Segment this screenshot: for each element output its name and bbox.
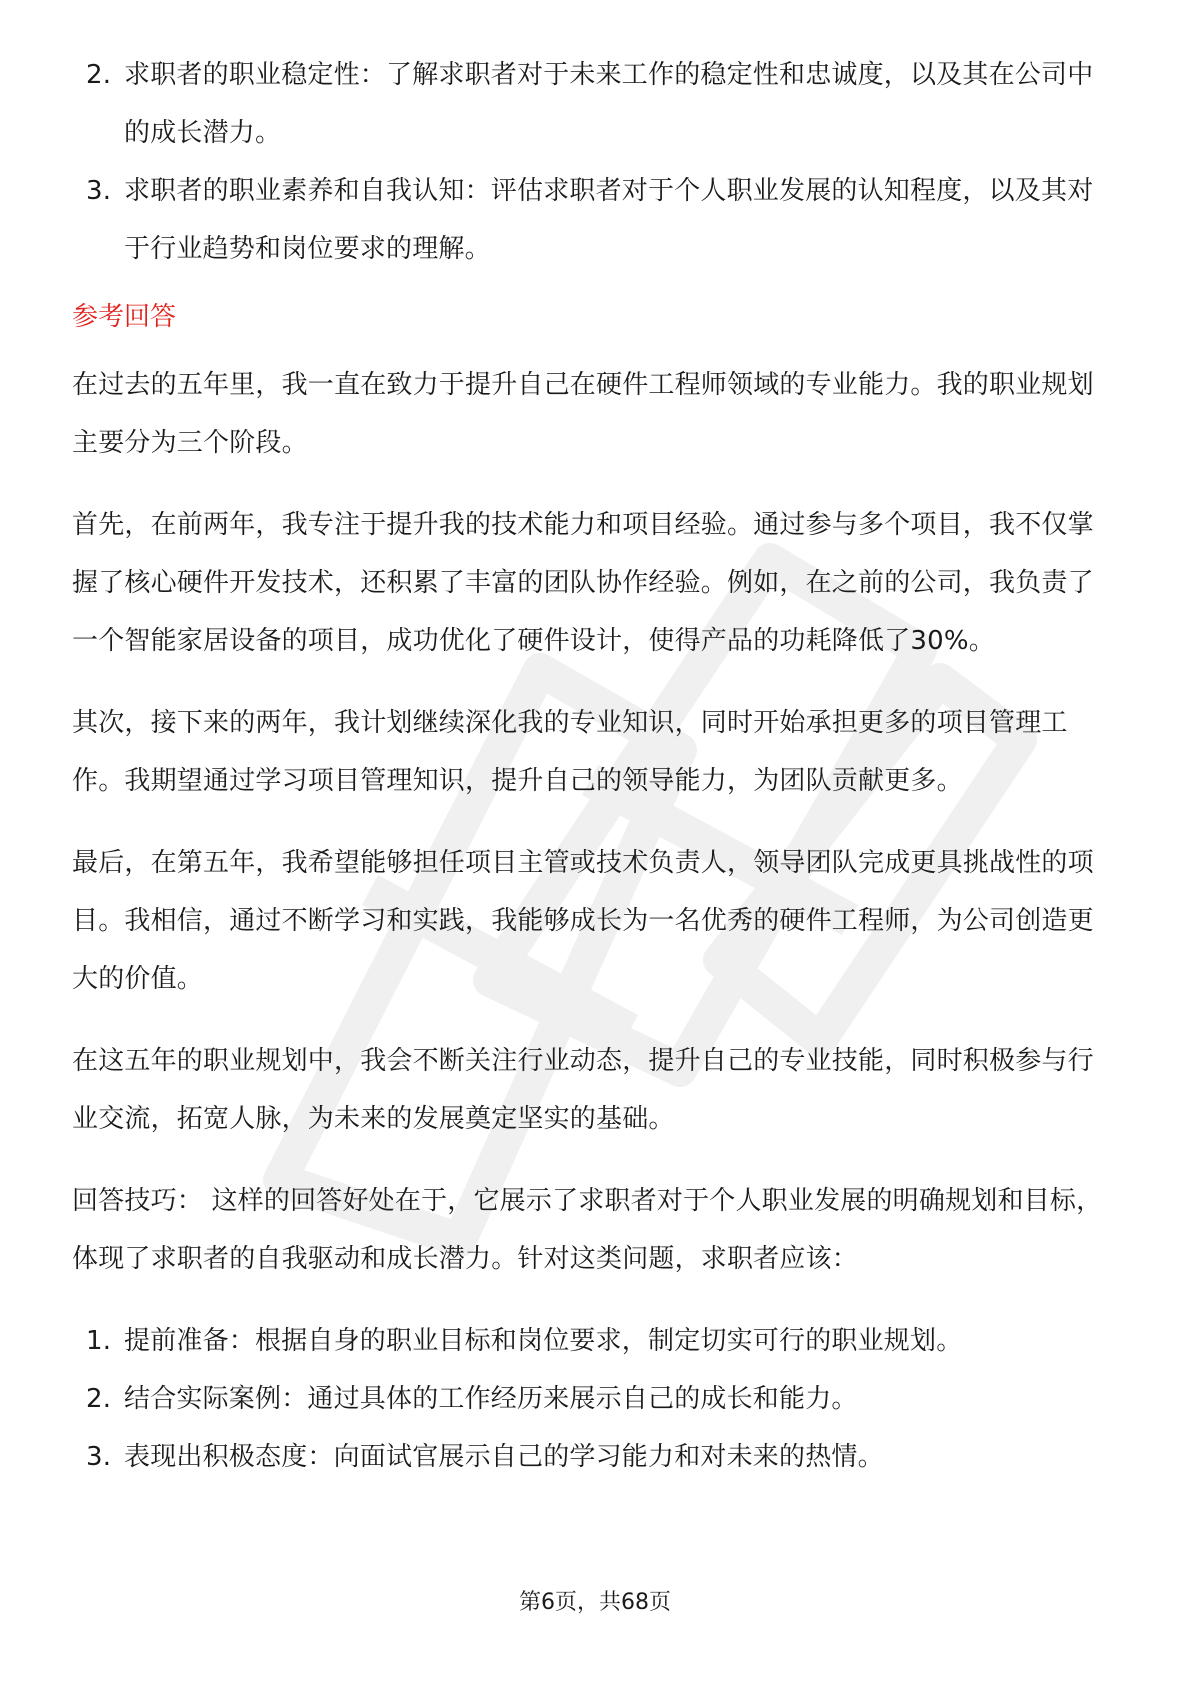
paragraph: 在过去的五年里，我一直在致力于提升自己在硬件工程师领域的专业能力。我的职业规划主要分为三个阶段。 <box>72 370 1094 458</box>
paragraph: 其次，接下来的两年，我计划继续深化我的专业知识，同时开始承担更多的项目管理工作。我期望通过学习项目管理知识，提升自己的领导能力，为团队贡献更多。 <box>72 708 1068 796</box>
list-item <box>72 162 1118 278</box>
list-item-number: 2. <box>86 60 112 90</box>
paragraph: 首先，在前两年，我专注于提升我的技术能力和项目经验。通过参与多个项目，我不仅掌握了核心硬件开发技术，还积累了丰富的团队协作经验。例如，在之前的公司，我负责了一个智能家居设备的项目，成功优化了硬件设计，使得产品的功耗降低了30%。 <box>72 510 1094 656</box>
list-item-text: 求职者的职业素养和自我认知：评估求职者对于个人职业发展的认知程度，以及其对于行业趋势和岗位要求的理解。 <box>124 176 1094 264</box>
list-item <box>72 1370 1118 1428</box>
list-item <box>72 1312 1118 1370</box>
list-item <box>72 1428 1118 1486</box>
list-item-text: 求职者的职业稳定性：了解求职者对于未来工作的稳定性和忠诚度，以及其在公司中的成长潜力。 <box>124 60 1094 148</box>
list-item-number: 3. <box>86 1442 112 1472</box>
paragraph: 在这五年的职业规划中，我会不断关注行业动态，提升自己的专业技能，同时积极参与行业交流，拓宽人脉，为未来的发展奠定坚实的基础。 <box>72 1046 1094 1134</box>
list-item-number: 2. <box>86 1384 112 1414</box>
list-item-number: 3. <box>86 176 112 206</box>
paragraph: 最后，在第五年，我希望能够担任项目主管或技术负责人，领导团队完成更具挑战性的项目。我相信，通过不断学习和实践，我能够成长为一名优秀的硬件工程师，为公司创造更大的价值。 <box>72 848 1094 994</box>
list-item-number: 1. <box>86 1326 112 1356</box>
list-item-text: 表现出积极态度：向面试官展示自己的学习能力和对未来的热情。 <box>124 1442 884 1472</box>
tips-paragraph: 回答技巧： 这样的回答好处在于，它展示了求职者对于个人职业发展的明确规划和目标，体现了求职者的自我驱动和成长潜力。针对这类问题，求职者应该： <box>72 1186 1103 1274</box>
list-item-text: 结合实际案例：通过具体的工作经历来展示自己的成长和能力。 <box>124 1384 858 1414</box>
list-item-text: 提前准备：根据自身的职业目标和岗位要求，制定切实可行的职业规划。 <box>124 1326 963 1356</box>
list-item <box>72 46 1118 162</box>
page-number-footer: 第6页，共68页 <box>519 1590 671 1615</box>
bottom-numbered-list <box>72 1312 1118 1486</box>
section-heading: 参考回答 <box>72 302 177 332</box>
top-numbered-list <box>72 46 1118 278</box>
content-area <box>72 46 1118 1486</box>
